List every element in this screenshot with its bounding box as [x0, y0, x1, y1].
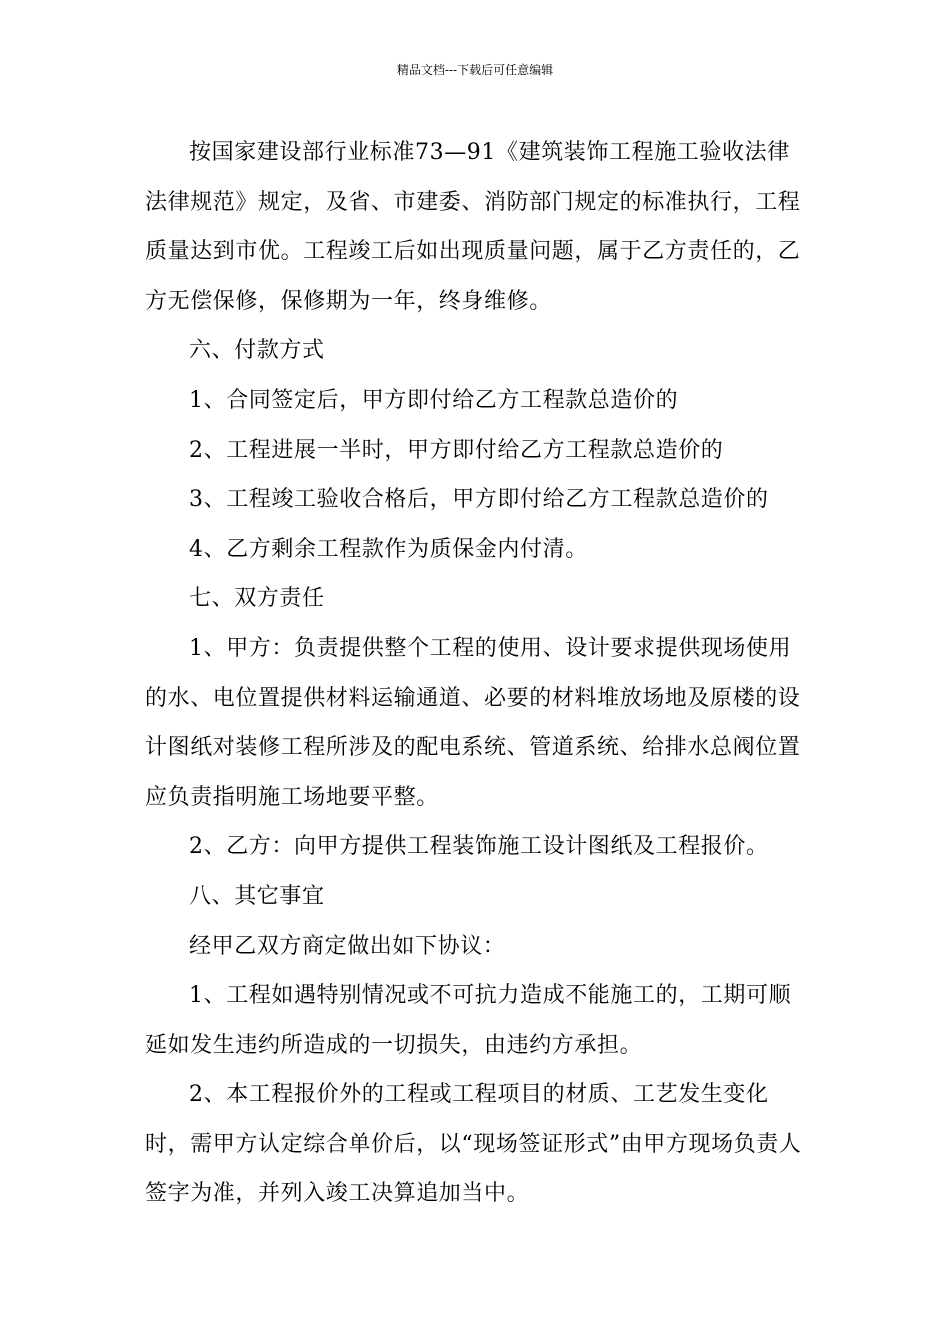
list-item-other-1: 1、工程如遇特别情况或不可抗力造成不能施工的，工期可顺延如发生违约所造成的一切损失，由违约方承担。: [145, 983, 792, 1058]
section-heading-other-matters: 八、其它事宜: [189, 883, 325, 909]
list-item-payment-2: 2、工程进展一半时，甲方即付给乙方工程款总造价的: [189, 437, 724, 463]
section-heading-responsibilities: 七、双方责任: [189, 586, 325, 612]
list-item-party-a: 1、甲方：负责提供整个工程的使用、设计要求提供现场使用的水、电位置提供材料运输通道、必要的材料堆放场地及原楼的设计图纸对装修工程所涉及的配电系统、管道系统、给排水总阀位置应负责指明施工场地要平整。: [145, 635, 801, 810]
list-item-party-b: 2、乙方：向甲方提供工程装饰施工设计图纸及工程报价。: [189, 834, 769, 860]
list-item-payment-4: 4、乙方剩余工程款作为质保金内付清。: [189, 536, 588, 562]
paragraph-quality-standard: 按国家建设部行业标准73—91《建筑装饰工程施工验收法律法律规范》规定，及省、市建委、消防部门规定的标准执行，工程质量达到市优。工程竣工后如出现质量问题，属于乙方责任的，乙方无偿保修，保修期为一年，终身维修。: [145, 140, 801, 314]
section-heading-payment: 六、付款方式: [189, 338, 325, 364]
document-body: [145, 128, 805, 1219]
paragraph-agreement-intro: 经甲乙双方商定做出如下协议：: [189, 933, 506, 959]
list-item-other-2: 2、本工程报价外的工程或工程项目的材质、工艺发生变化时，需甲方认定综合单价后，以“现场签证形式”由甲方现场负责人签字为准，并列入竣工决算追加当中。: [145, 1082, 802, 1207]
list-item-payment-1: 1、合同签定后，甲方即付给乙方工程款总造价的: [189, 387, 679, 413]
list-item-payment-3: 3、工程竣工验收合格后，甲方即付给乙方工程款总造价的: [189, 487, 769, 513]
page-header: 精品文档---下载后可任意编辑: [396, 63, 554, 77]
